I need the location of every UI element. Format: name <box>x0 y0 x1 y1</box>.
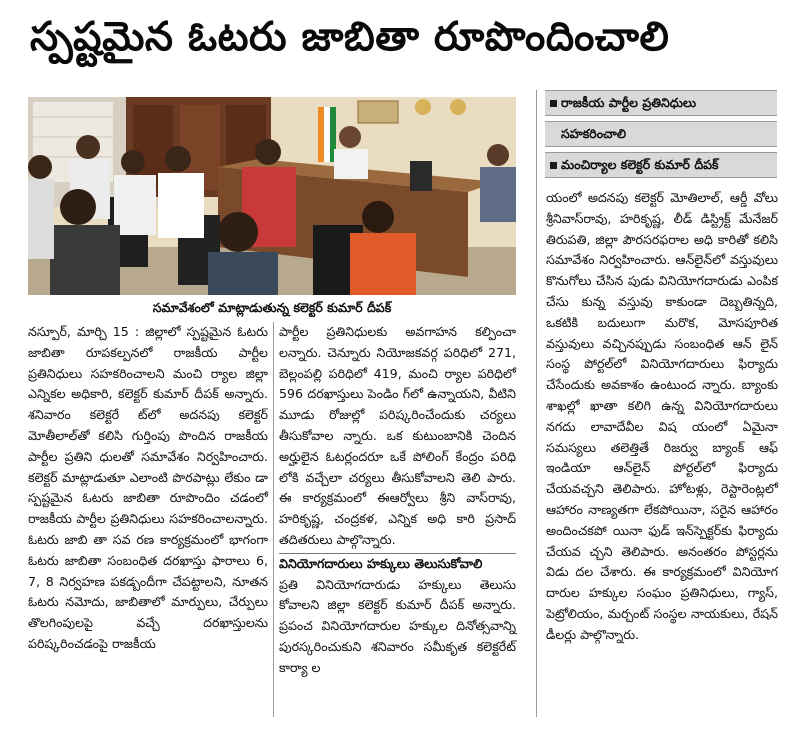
square-bullet-icon <box>550 100 557 107</box>
article-paragraph: నస్పూర్, మార్చి 15 : జిల్లాలో స్పష్టమైన ఓటరు జాబితా రూపకల్పనలో రాజకీయ పార్టీల ప్రతినిధులు సహకరించాలని మంచి ర్యాల జిల్లా ఎన్నికల అధికారి, కలెక్టర్ కుమార్ దీపక్ అన్నారు. శనివారం కలెక్టరే ట్‌లో అదనపు కలెక్టర్ మోతీలాల్‌తో కలిసి గుర్తింపు పొందిన రాజకీయ పార్టీల ప్రతిని ధులతో సమావేశం నిర్వహించారు. కలెక్టర్ మాట్లాడుతూ ఎలాంటి పొరపాట్లు లేకుం డా స్పష్టమైన ఓటరు జాబితా రూపొందిం చడంలో రాజకీయ పార్టీల ప్రతినిధులు సహకరించాలన్నారు. ఓటరు జాబి తా సవ రణ కార్యక్రమంలో భాగంగా ఓటరు జాబితా సంబంధిత దరఖాస్తు ఫారాలు 6, 7, 8 నిర్వహణ పకడ్బందీగా చేపట్టాలని, నూతన ఓటరు నమోదు, జాబితాలో మార్పులు, చేర్పులు తొలగింపులపై వచ్చే దరఖాస్తులను పరిష్కరించడంపై రాజకీయ <box>28 324 268 651</box>
article-column-3 <box>546 188 778 646</box>
article-paragraph: ప్రతి వినియోగదారుడు హక్కులు తెలుసు కోవాలని జిల్లా కలెక్టర్ కుమార్ దీపక్ అన్నారు. ప్రపంచ వినియోగదారుల హక్కుల దినోత్సవాన్ని పురస్కరించుకుని శనివారం సమీకృత కలెక్టరేట్ కార్యా ల <box>279 576 516 675</box>
highlight-text: మంచిర్యాల కలెక్టర్ కుమార్ దీపక్ <box>561 157 719 172</box>
column-divider <box>273 322 274 717</box>
headline: స్పష్టమైన ఓటరు జాబితా రూపొందించాలి <box>30 14 670 60</box>
column-divider <box>536 90 537 717</box>
article-paragraph: యంలో అదనపు కలెక్టర్ మోతిలాల్, ఆర్డీ వోలు శ్రీనివాస్‌రావు, హరికృష్ణ, లీడ్ డిస్ట్రిక్ట్ మేనేజర్ తిరుపతి, జిల్లా పౌరసరఫరాల అధి కారితో కలిసి సమావేశం నిర్వహించారు. ఆన్‌లైన్‌లో వస్తువులు కొనుగోలు చేసిన పుడు వినియోగదారుడు ఎంపిక చేసు కున్న వస్తువు కాకుండా దెబ్బతిన్నది, ఒకటికి బదులుగా మరొక, మోసపూరిత వస్తువులు వచ్చినప్పుడు సంబంధిత ఆన్ లైన్ సంస్థ పోర్టల్‌లో వినియోగదారులు ఫిర్యాదు చేసేందుకు అవకాశం ఉంటుంద న్నారు. బ్యాంకు శాఖల్లో ఖాతా కలిగి ఉన్న వినియోగదారులు నగదు లావాదేవీల విష యంలో ఏమైనా సమస్యలు తలెత్తితే రిజర్వు బ్యాంక్ ఆఫ్ ఇండియా ఆన్‌లైన్ పోర్టల్‌లో ఫిర్యాదు చేయవచ్చని తెలిపారు. హోటళ్లు, రెస్టారెంట్లలో ఆహారం నాణ్యతగా లేకపోయినా, సరైన ఆహారం అందించకపో యినా ఫుడ్ ఇన్‌స్పెక్టర్‌కు ఫిర్యాదు చేయవ చ్చని తెలిపారు. అనంతరం పోస్టర్లను విడు దల చేశారు. ఈ కార్యక్రమంలో వినియోగ దారుల హక్కుల సంఘం ప్రతినిధులు, గ్యాస్, పెట్రోలియం, మర్చంట్ సంస్థల నాయకులు, రేషన్ డీలర్లు పాల్గొన్నారు. <box>546 190 778 642</box>
highlights-box <box>545 90 777 183</box>
article-column-1 <box>28 322 268 655</box>
article-column-2 <box>279 322 516 679</box>
article-subheading: వినియోగదారులు హక్కులు తెలుసుకోవాలి <box>279 553 516 575</box>
photo-caption: సమావేశంలో మాట్లాడుతున్న కలెక్టర్ కుమార్ దీపక్ <box>152 300 392 315</box>
highlight-item <box>545 121 777 147</box>
square-bullet-icon <box>550 162 557 169</box>
meeting-photo <box>28 97 516 295</box>
highlight-item <box>545 90 777 116</box>
highlight-item <box>545 152 777 178</box>
article-paragraph: పార్టీల ప్రతినిధులకు అవగాహన కల్పించా లన్నారు. చెన్నూరు నియోజకవర్గ పరిధిలో 271, బెల్లంపల్లి పరిధిలో 419, మంచి ర్యాల పరిధిలో 596 దరఖాస్తులు పెండిం గ్‌లో ఉన్నాయని, వీటిని మూడు రోజుల్లో పరిష్కరించేందుకు చర్యలు తీసుకోవాల న్నారు. ఒక కుటుంబానికి చెందిన అర్హులైన ఓటర్లందరూ ఒకే పోలింగ్ కేంద్రం పరిధి లోకి వచ్చేలా చర్యలు తీసుకోవాలని తెలి పారు. ఈ కార్యక్రమంలో ఈఆర్వోలు శ్రీని వాస్‌రావు, హరికృష్ణ, చంద్రకళ, ఎన్నిక అధి కారి ప్రసాద్ తదితరులు పాల్గొన్నారు. <box>279 324 516 547</box>
highlight-text: రాజకీయ పార్టీల ప్రతినిధులు <box>561 95 697 110</box>
highlight-text: సహకరించాలి <box>561 126 627 141</box>
